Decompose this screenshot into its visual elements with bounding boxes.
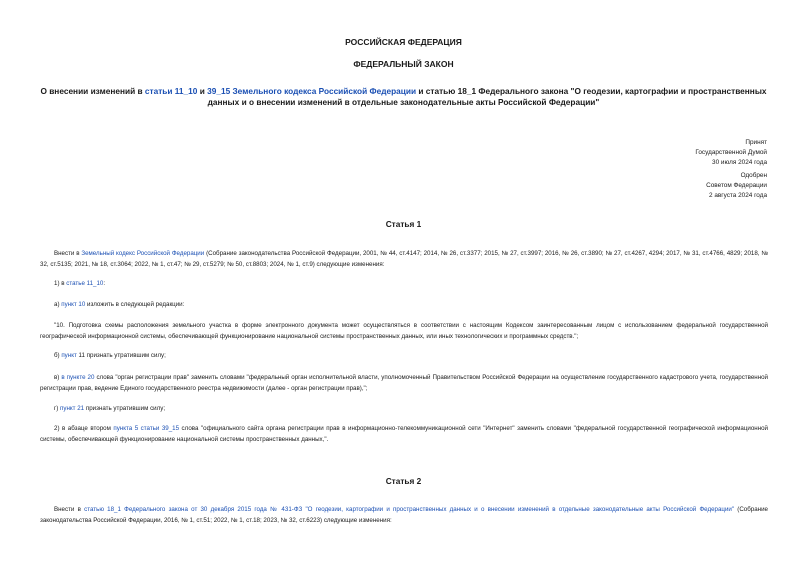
approved-label: Одобрен (740, 171, 767, 179)
article-1-item-1: 1) в статье 11_10: (54, 280, 106, 287)
point-21-link[interactable]: пункт 21 (60, 405, 85, 412)
article-1-item-2: 2) в абзаце втором пункта 5 статьи 39_15 слова "официального сайта органа регистрации прав в информационно-телекоммуникационной сети "Интернет" заменить словами "федеральной государственной географической информационной системы, обеспечивающей функционирование национальной системы пространственных данных,". (40, 425, 769, 443)
law-title-link-art-11-10[interactable]: статьи 11_10 (144, 86, 198, 96)
article-1-quote: "10. Подготовка схемы расположения земельного участка в форме электронного документа может осуществляться в соответствии с настоящим Кодексом заинтересованным лицом с использованием федеральной государственной географической информационной системы, обеспечивающей функционирование национальной системы пространственных данных, или иных технологических и программных средств."; (40, 322, 768, 340)
article-1-subitem-b: б) пункт 11 признать утратившим силу; (54, 352, 166, 359)
article-39-15-link[interactable]: пункта 5 статьи 39_15 (113, 425, 180, 432)
accepted-by: Государственной Думой (695, 149, 767, 157)
land-code-link[interactable]: Земельный кодекс Российской Федерации (81, 250, 205, 257)
approved-by: Советом Федерации (706, 181, 767, 189)
accepted-date: 30 июля 2024 года (712, 159, 767, 167)
law-title-text: О внесении изменений в (40, 86, 145, 96)
article-1-subitem-v: в) в пункте 20 слова "орган регистрации прав" заменить словами "федеральный орган исполнительной власти, уполномоченный Правительством Российской Федерации на осуществление государственного кадастрового учета, государственной регистрации прав, ведение Единого государственного реестра недвижимости (далее - орган регистрации прав),"; (40, 374, 769, 392)
law-title (40, 86, 767, 108)
article-11-10-link[interactable]: статье 11_10 (66, 280, 104, 287)
geodesy-law-link[interactable]: статью 18_1 Федерального закона от 30 декабря 2015 года № 431-ФЗ "О геодезии, картографии и пространственных данных и о внесении изменений в отдельные законодательные акты Российской Федерации" (84, 506, 735, 513)
article-2-heading: Статья 2 (385, 476, 422, 486)
acceptance-block (567, 138, 767, 201)
point-10-link[interactable]: пункт 10 (61, 301, 86, 308)
article-1-intro: Внести в Земельный кодекс Российской Федерации (Собрание законодательства Российской Федерации, 2001, № 44, ст.4147; 2014, № 26, ст.3377; 2015, № 27, ст.3997; 2016, № 26, ст.3890; № 27, ст.4267, 4294; 2017, № 31, ст.4766, 4829; 2018, № 32, ст.5135; 2021, № 18, ст.3064; 2022, № 1, ст.47; № 29, ст.5279; № 50, ст.8803; 2024, № 1, ст.9) следующие изменения: (40, 250, 768, 268)
accepted-label: Принят (745, 139, 767, 146)
article-1-heading: Статья 1 (385, 219, 422, 229)
article-1-subitem-a: а) пункт 10 изложить в следующей редакции: (54, 301, 185, 308)
law-title-text: и (197, 86, 208, 96)
point-20-link[interactable]: в пункте 20 (61, 374, 95, 381)
document-type-heading: ФЕДЕРАЛЬНЫЙ ЗАКОН (353, 59, 454, 69)
approved-date: 2 августа 2024 года (709, 192, 767, 200)
point-11-link[interactable]: пункт (61, 352, 77, 359)
law-title-link-art-39-15[interactable]: 39_15 Земельного кодекса Российской Федерации (207, 86, 417, 96)
law-title-text: и статью 18_1 Федерального закона "О геодезии, картографии и пространственных данных и о внесении изменений в отдельные законодательные акты Российской Федерации" (207, 86, 767, 107)
article-1-subitem-g: г) пункт 21 признать утратившим силу; (54, 405, 166, 412)
document-country-heading: РОССИЙСКАЯ ФЕДЕРАЦИЯ (345, 37, 462, 47)
article-2-intro: Внести в статью 18_1 Федерального закона от 30 декабря 2015 года № 431-ФЗ "О геодезии, картографии и пространственных данных и о внесении изменений в отдельные законодательные акты Российской Федерации" (Собрание законодательства Российской Федерации, 2016, № 1, ст.51; 2022, № 1, ст.18; 2023, № 32, ст.6223) следующие изменения: (40, 506, 768, 524)
